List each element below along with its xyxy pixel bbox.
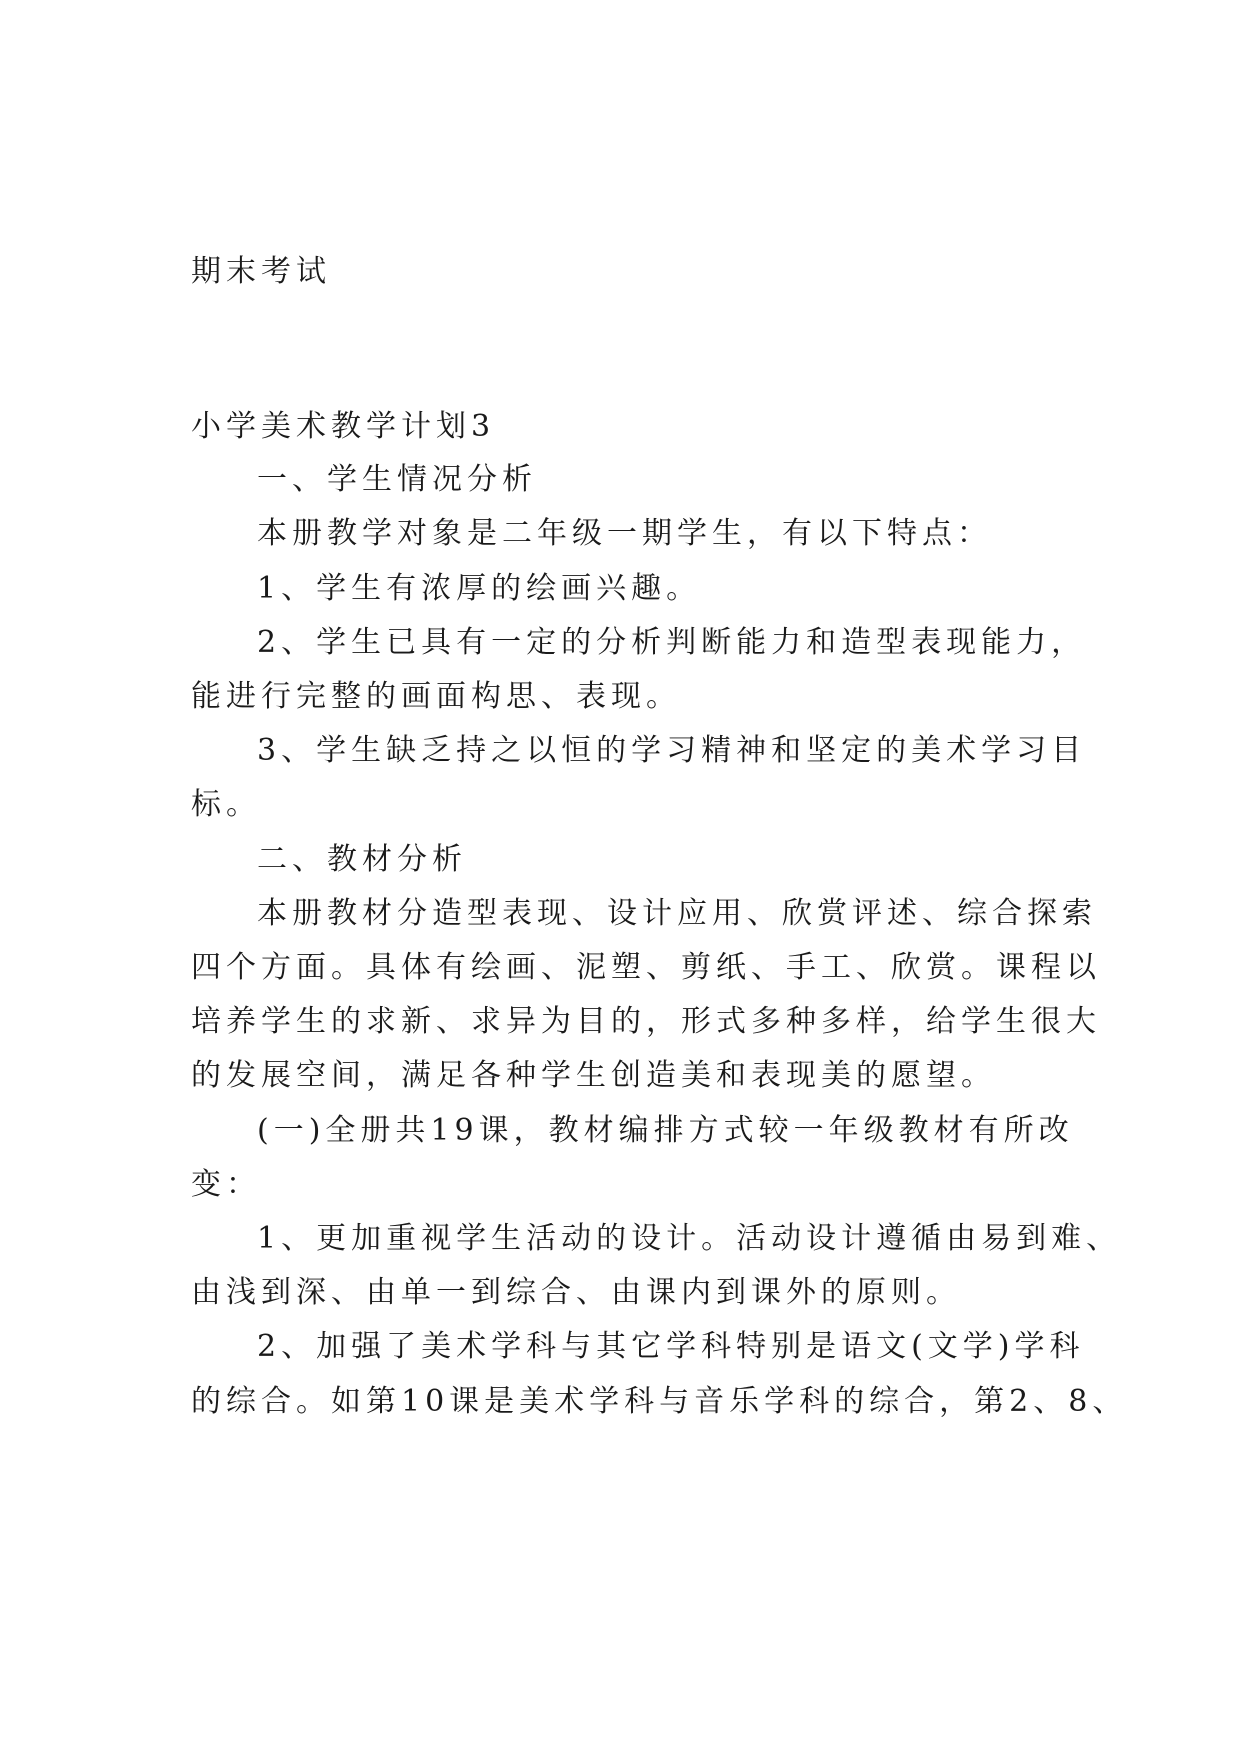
list-item-2: 2、加强了美术学科与其它学科特别是语文(文学)学科 xyxy=(257,1329,1085,1364)
list-item-3: 3、学生缺乏持之以恒的学习精神和坚定的美术学习目 xyxy=(257,733,1087,768)
list-item-2: 2、学生已具有一定的分析判断能力和造型表现能力， xyxy=(257,625,1087,660)
list-item-1: 1、学生有浓厚的绘画兴趣。 xyxy=(257,571,702,606)
document-title: 小学美术教学计划3 xyxy=(191,409,496,444)
paragraph-line: 本册教材分造型表现、设计应用、欣赏评述、综合探索 xyxy=(257,896,1097,931)
paragraph-line: 的发展空间，满足各种学生创造美和表现美的愿望。 xyxy=(191,1058,996,1093)
paragraph-line: 本册教学对象是二年级一期学生，有以下特点： xyxy=(257,516,992,551)
paragraph-line: 能进行完整的画面构思、表现。 xyxy=(191,679,681,714)
paragraph-line: 标。 xyxy=(191,787,261,822)
paragraph-line: 变： xyxy=(191,1167,261,1202)
paragraph-line: 四个方面。具体有绘画、泥塑、剪纸、手工、欣赏。课程以 xyxy=(191,950,1101,985)
section-heading-textbook-analysis: 二、教材分析 xyxy=(257,842,467,877)
paragraph-line: (一)全册共19课，教材编排方式较一年级教材有所改 xyxy=(257,1113,1074,1148)
page-header: 期末考试 xyxy=(191,254,331,289)
list-item-1: 1、更加重视学生活动的设计。活动设计遵循由易到难、 xyxy=(257,1221,1122,1256)
section-heading-student-analysis: 一、学生情况分析 xyxy=(257,462,537,497)
paragraph-line: 培养学生的求新、求异为目的，形式多种多样，给学生很大 xyxy=(191,1004,1101,1039)
paragraph-line: 的综合。如第10课是美术学科与音乐学科的综合，第2、8、 xyxy=(191,1384,1128,1419)
paragraph-line: 由浅到深、由单一到综合、由课内到课外的原则。 xyxy=(191,1275,961,1310)
